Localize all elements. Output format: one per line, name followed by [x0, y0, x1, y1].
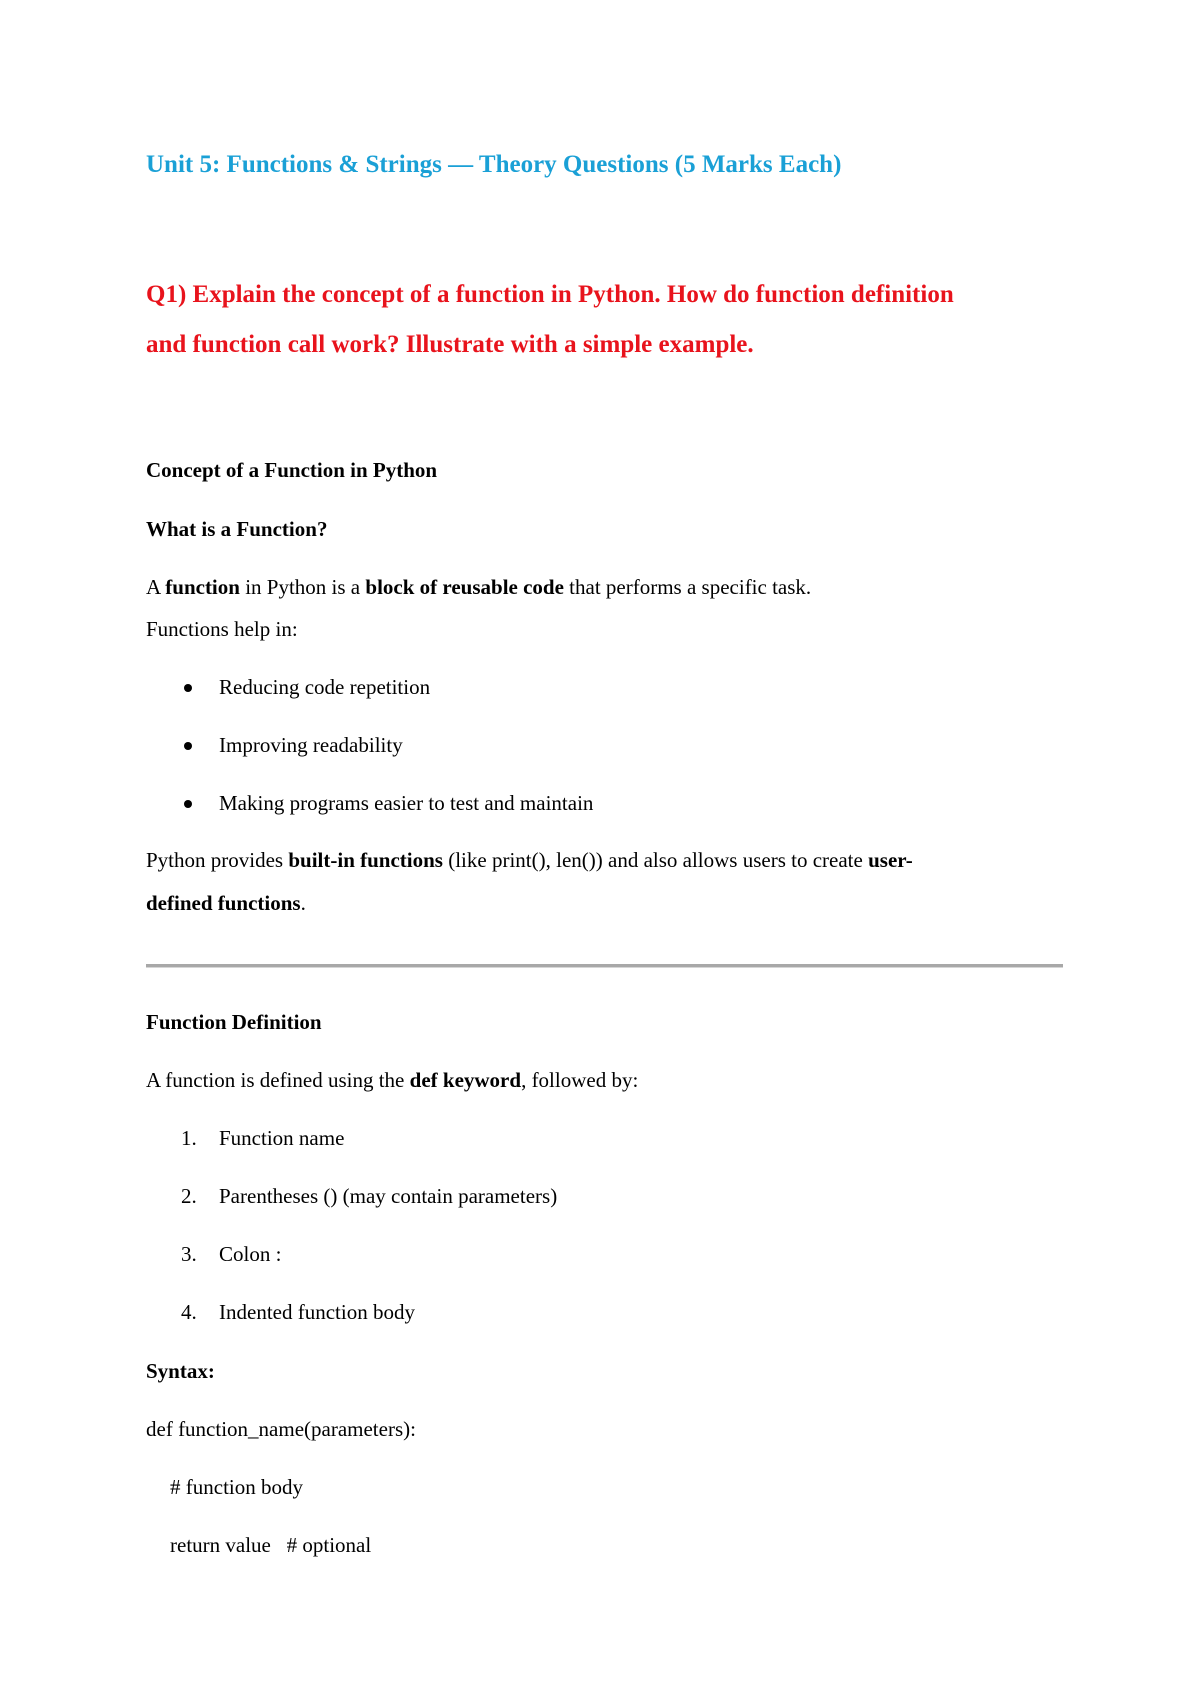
bullet-icon	[184, 742, 192, 750]
question-line-1: Q1) Explain the concept of a function in Python. How do function definition	[146, 281, 954, 308]
bullet-icon	[184, 800, 192, 808]
bullet-icon	[184, 684, 192, 692]
list-item: Colon :	[219, 1242, 282, 1266]
what-heading: What is a Function?	[146, 517, 328, 541]
definition-paragraph: A function in Python is a block of reusable code that performs a specific task.	[146, 575, 812, 599]
help-item: Improving readability	[219, 733, 403, 757]
list-number: 4.	[181, 1300, 197, 1324]
horizontal-divider	[146, 964, 1063, 968]
list-item: Indented function body	[219, 1300, 415, 1324]
list-number: 3.	[181, 1242, 197, 1266]
question-line-2: and function call work? Illustrate with a simple example.	[146, 331, 754, 358]
function-definition-heading: Function Definition	[146, 1010, 322, 1034]
list-number: 2.	[181, 1184, 197, 1208]
unit-title: Unit 5: Functions & Strings — Theory Questions (5 Marks Each)	[146, 151, 842, 178]
code-line: def function_name(parameters):	[146, 1417, 416, 1441]
code-line: # function body	[170, 1475, 303, 1499]
builtin-paragraph-line-2: defined functions.	[146, 891, 306, 915]
function-definition-intro: A function is defined using the def keyword, followed by:	[146, 1068, 639, 1092]
help-item: Reducing code repetition	[219, 675, 431, 699]
help-item: Making programs easier to test and maintain	[219, 791, 594, 815]
builtin-paragraph-line-1: Python provides built-in functions (like print(), len()) and also allows users to create user-	[146, 848, 913, 872]
concept-heading: Concept of a Function in Python	[146, 458, 438, 482]
syntax-label: Syntax:	[146, 1359, 215, 1383]
code-line: return value # optional	[170, 1533, 372, 1557]
list-number: 1.	[181, 1126, 197, 1150]
list-item: Parentheses () (may contain parameters)	[219, 1184, 558, 1208]
helps-intro: Functions help in:	[146, 617, 298, 641]
list-item: Function name	[219, 1126, 345, 1150]
